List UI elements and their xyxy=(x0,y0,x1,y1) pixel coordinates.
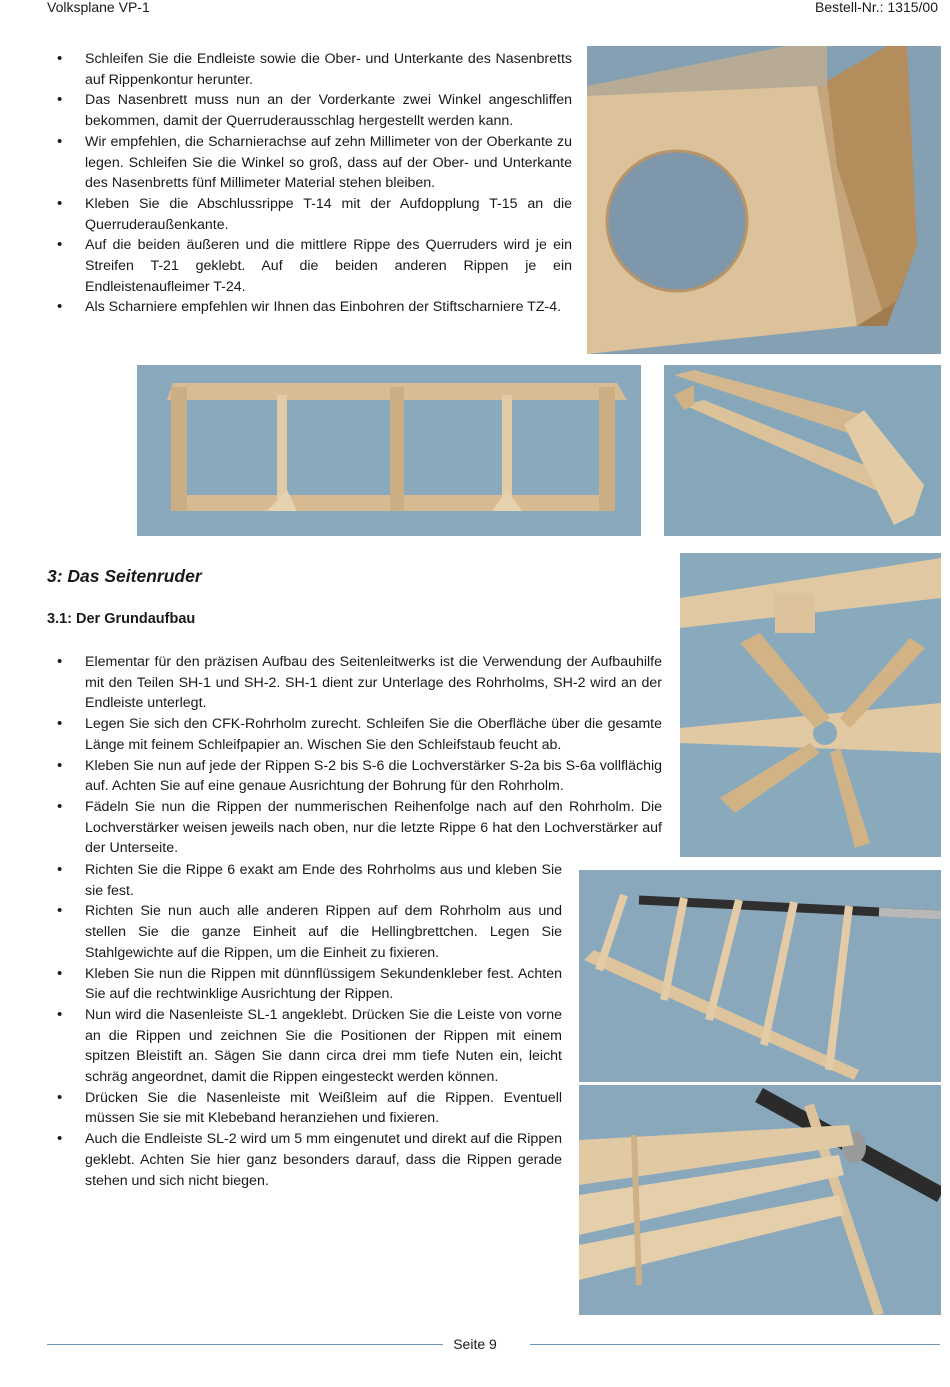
list-item: • Elementar für den präzisen Aufbau des Seitenleitwerks ist die Verwendung der Aufbauhilfe mit den Teilen SH-1 und SH-2. SH-1 dient zur Unterlage des Rohrholms, SH-2 wird an der Endleiste unterlegt. xyxy=(47,652,662,714)
photo-rudder-closeup xyxy=(579,1085,941,1315)
section-title: 3: Das Seitenruder xyxy=(47,566,202,586)
list-item: • Auf die beiden äußeren und die mittlere Rippe des Querruders wird je ein Streifen T-21 geklebt. Auf die beiden anderen Rippen je ein Endleistenaufleimer T-24. xyxy=(47,235,572,297)
instruction-list-2 xyxy=(47,652,662,859)
list-item: • Richten Sie nun auch alle anderen Rippen auf dem Rohrholm aus und stellen Sie die ganze Einheit auf die Hellingbrettchen. Legen Sie Stahlgewichte auf die Rippen, um die Einheit zu fixieren. xyxy=(47,901,562,963)
list-item: • Legen Sie sich den CFK-Rohrholm zurecht. Schleifen Sie die Oberfläche über die gesamte Länge mit feinem Schleifpapier an. Wischen Sie den Schleifstaub feucht ab. xyxy=(47,714,662,755)
section-subtitle: 3.1: Der Grundaufbau xyxy=(47,611,196,627)
list-item: • Schleifen Sie die Endleiste sowie die Ober- und Unterkante des Nasenbretts auf Rippenkontur herunter. xyxy=(47,49,572,90)
footer-rule-left xyxy=(47,1344,443,1345)
photo-aileron-tip xyxy=(664,365,941,536)
photo-aileron-end-rib xyxy=(587,46,941,354)
list-item: • Das Nasenbrett muss nun an der Vorderkante zwei Winkel angeschliffen bekommen, damit der Querruderausschlag hergestellt werden kann. xyxy=(47,90,572,131)
list-item: • Drücken Sie die Nasenleiste mit Weißleim auf die Rippen. Eventuell müssen Sie sie mit Klebeband heranziehen und fixieren. xyxy=(47,1088,562,1129)
photo-aileron-frame xyxy=(137,365,641,536)
list-item: • Kleben Sie die Abschlussrippe T-14 mit der Aufdopplung T-15 an die Querruderaußenkante. xyxy=(47,194,572,235)
header-order-number: Bestell-Nr.: 1315/00 xyxy=(815,0,938,15)
list-item: • Kleben Sie nun auf jede der Rippen S-2 bis S-6 die Lochverstärker S-2a bis S-6a vollflächig auf. Achten Sie auf eine genaue Ausrichtung der Bohrung für den Rohrholm. xyxy=(47,756,662,797)
list-item: • Fädeln Sie nun die Rippen der nummerischen Reihenfolge nach auf den Rohrholm. Die Lochverstärker weisen jeweils nach oben, nur die letzte Rippe 6 hat den Lochverstärker auf der Unterseite. xyxy=(47,797,662,859)
list-item: • Wir empfehlen, die Scharnierachse auf zehn Millimeter von der Oberkante zu legen. Schleifen Sie die Winkel so groß, dass auf der Ober- und Unterkante des Nasenbretts fünf Millimeter Material stehen bleiben. xyxy=(47,132,572,194)
footer-rule-right xyxy=(530,1344,940,1345)
list-item: • Nun wird die Nasenleiste SL-1 angeklebt. Drücken Sie die Leiste von vorne an die Rippen und zeichnen Sie die Positionen der Rippen mit einem spitzen Bleistift an. Sägen Sie dann circa drei mm tiefe Nuten ein, leicht schräg angeordnet, damit die Rippen eingesteckt werden können. xyxy=(47,1005,562,1088)
photo-rudder-ribs-on-spar xyxy=(579,870,941,1082)
photo-rib-clamping xyxy=(680,553,941,857)
instruction-list-1 xyxy=(47,49,572,318)
page-header xyxy=(0,0,950,22)
header-title: Volksplane VP-1 xyxy=(47,0,150,15)
instruction-list-3 xyxy=(47,860,562,1191)
list-item: • Als Scharniere empfehlen wir Ihnen das Einbohren der Stiftscharniere TZ-4. xyxy=(47,297,572,318)
list-item: • Richten Sie die Rippe 6 exakt am Ende des Rohrholms aus und kleben Sie sie fest. xyxy=(47,860,562,901)
list-item: • Kleben Sie nun die Rippen mit dünnflüssigem Sekundenkleber fest. Achten Sie auf die rechtwinklige Ausrichtung der Rippen. xyxy=(47,964,562,1005)
page-number: Seite 9 xyxy=(453,1336,497,1352)
list-item: • Auch die Endleiste SL-2 wird um 5 mm eingenutet und direkt auf die Rippen geklebt. Achten Sie hier ganz besonders darauf, dass die Rippen gerade stehen und sich nicht biegen. xyxy=(47,1129,562,1191)
